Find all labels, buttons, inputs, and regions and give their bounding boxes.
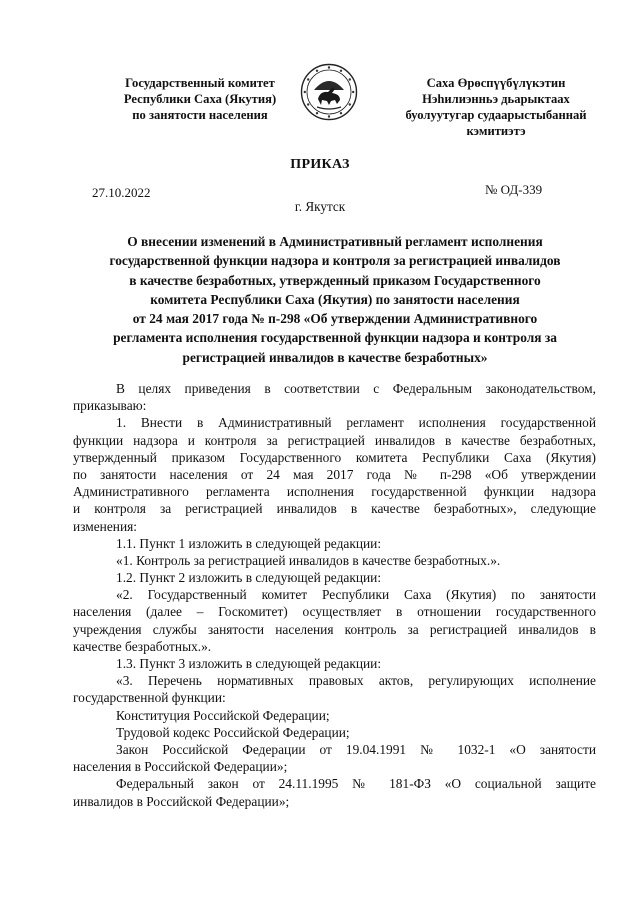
document-number: № ОД-339 bbox=[485, 182, 543, 197]
body-line: изменения: bbox=[73, 518, 138, 534]
body-line: утвержденный приказом Государственного комитета Республики Саха (Якутия) bbox=[73, 449, 596, 465]
body-line: В целях приведения в соответствии с Федеральным законодательством, bbox=[116, 381, 596, 396]
body-line: населения в Российской Федерации»; bbox=[73, 759, 288, 775]
subject-line: О внесении изменений в Административный регламент исполнения bbox=[127, 234, 543, 249]
body-line: 1. Внести в Административный регламент исполнения государственной bbox=[116, 415, 596, 431]
subject-line: комитета Республики Саха (Якутия) по занятости населения bbox=[150, 291, 520, 307]
document-date: 27.10.2022 bbox=[92, 185, 151, 200]
body-line: Конституция Российской Федерации; bbox=[116, 707, 330, 723]
body-line: 1.2. Пункт 2 изложить в следующей редакции: bbox=[116, 570, 382, 586]
subject-line: государственной функции надзора и контроля за регистрацией инвалидов bbox=[109, 253, 561, 269]
subject-line: регламента исполнения государственной функции надзора и контроля за bbox=[113, 330, 557, 346]
body-line: учреждения службы занятости населения контроль за регистрацией инвалидов в bbox=[73, 621, 596, 637]
document-subject bbox=[70, 232, 600, 367]
coat-of-arms-emblem bbox=[300, 63, 358, 121]
body-line: «1. Контроль за регистрацией инвалидов в качестве безработных.». bbox=[116, 552, 501, 568]
subject-line: регистрацией инвалидов в качестве безработных» bbox=[182, 349, 488, 365]
body-line: и контроля за регистрацией инвалидов в качестве безработных», следующие bbox=[73, 501, 596, 517]
body-line: 1.1. Пункт 1 изложить в следующей редакции: bbox=[116, 535, 382, 551]
body-line: государственной функции: bbox=[73, 690, 226, 706]
subject-line: в качестве безработных, утвержденный приказом Государственного bbox=[129, 272, 541, 288]
document-body bbox=[73, 380, 596, 810]
body-line: инвалидов в Российской Федерации»; bbox=[73, 793, 290, 809]
body-line: по занятости населения от 24 мая 2017 года № п-298 «Об утверждении bbox=[73, 466, 596, 482]
body-line: «2. Государственный комитет Республики Саха (Якутия) по занятости bbox=[116, 587, 596, 603]
body-line: Административного регламента исполнения государственной функции надзора bbox=[73, 484, 596, 500]
body-line: приказываю: bbox=[73, 398, 147, 414]
body-line: Закон Российской Федерации от 19.04.1991 № 1032-1 «О занятости bbox=[116, 741, 596, 757]
organization-name-russian: Государственный комитет Республики Саха (Якутия) по занятости населения bbox=[123, 76, 277, 122]
body-line: функции надзора и контроля за регистрацией инвалидов в качестве безработных, bbox=[73, 432, 596, 448]
document-city: г. Якутск bbox=[294, 199, 346, 214]
body-line: населения (далее – Госкомитет) осуществляет в отношении государственного bbox=[73, 604, 596, 620]
body-line: качестве безработных.». bbox=[73, 638, 212, 654]
body-line: «3. Перечень нормативных правовых актов, регулирующих исполнение bbox=[116, 673, 596, 689]
body-line: Федеральный закон от 24.11.1995 № 181-ФЗ «О социальной защите bbox=[116, 776, 596, 792]
organization-name-sakha: Саха Өрөспүүбүлүкэтин Нэһилиэнньэ дьарыктаах буолуутугар судаарыстыбаннай кэмитиэтэ bbox=[405, 76, 587, 138]
body-line: 1.3. Пункт 3 изложить в следующей редакции: bbox=[116, 656, 382, 671]
subject-line: от 24 мая 2017 года № п-298 «Об утверждении Административного bbox=[132, 311, 538, 327]
document-title: ПРИКАЗ bbox=[290, 157, 350, 172]
body-line: Трудовой кодекс Российской Федерации; bbox=[116, 724, 350, 740]
